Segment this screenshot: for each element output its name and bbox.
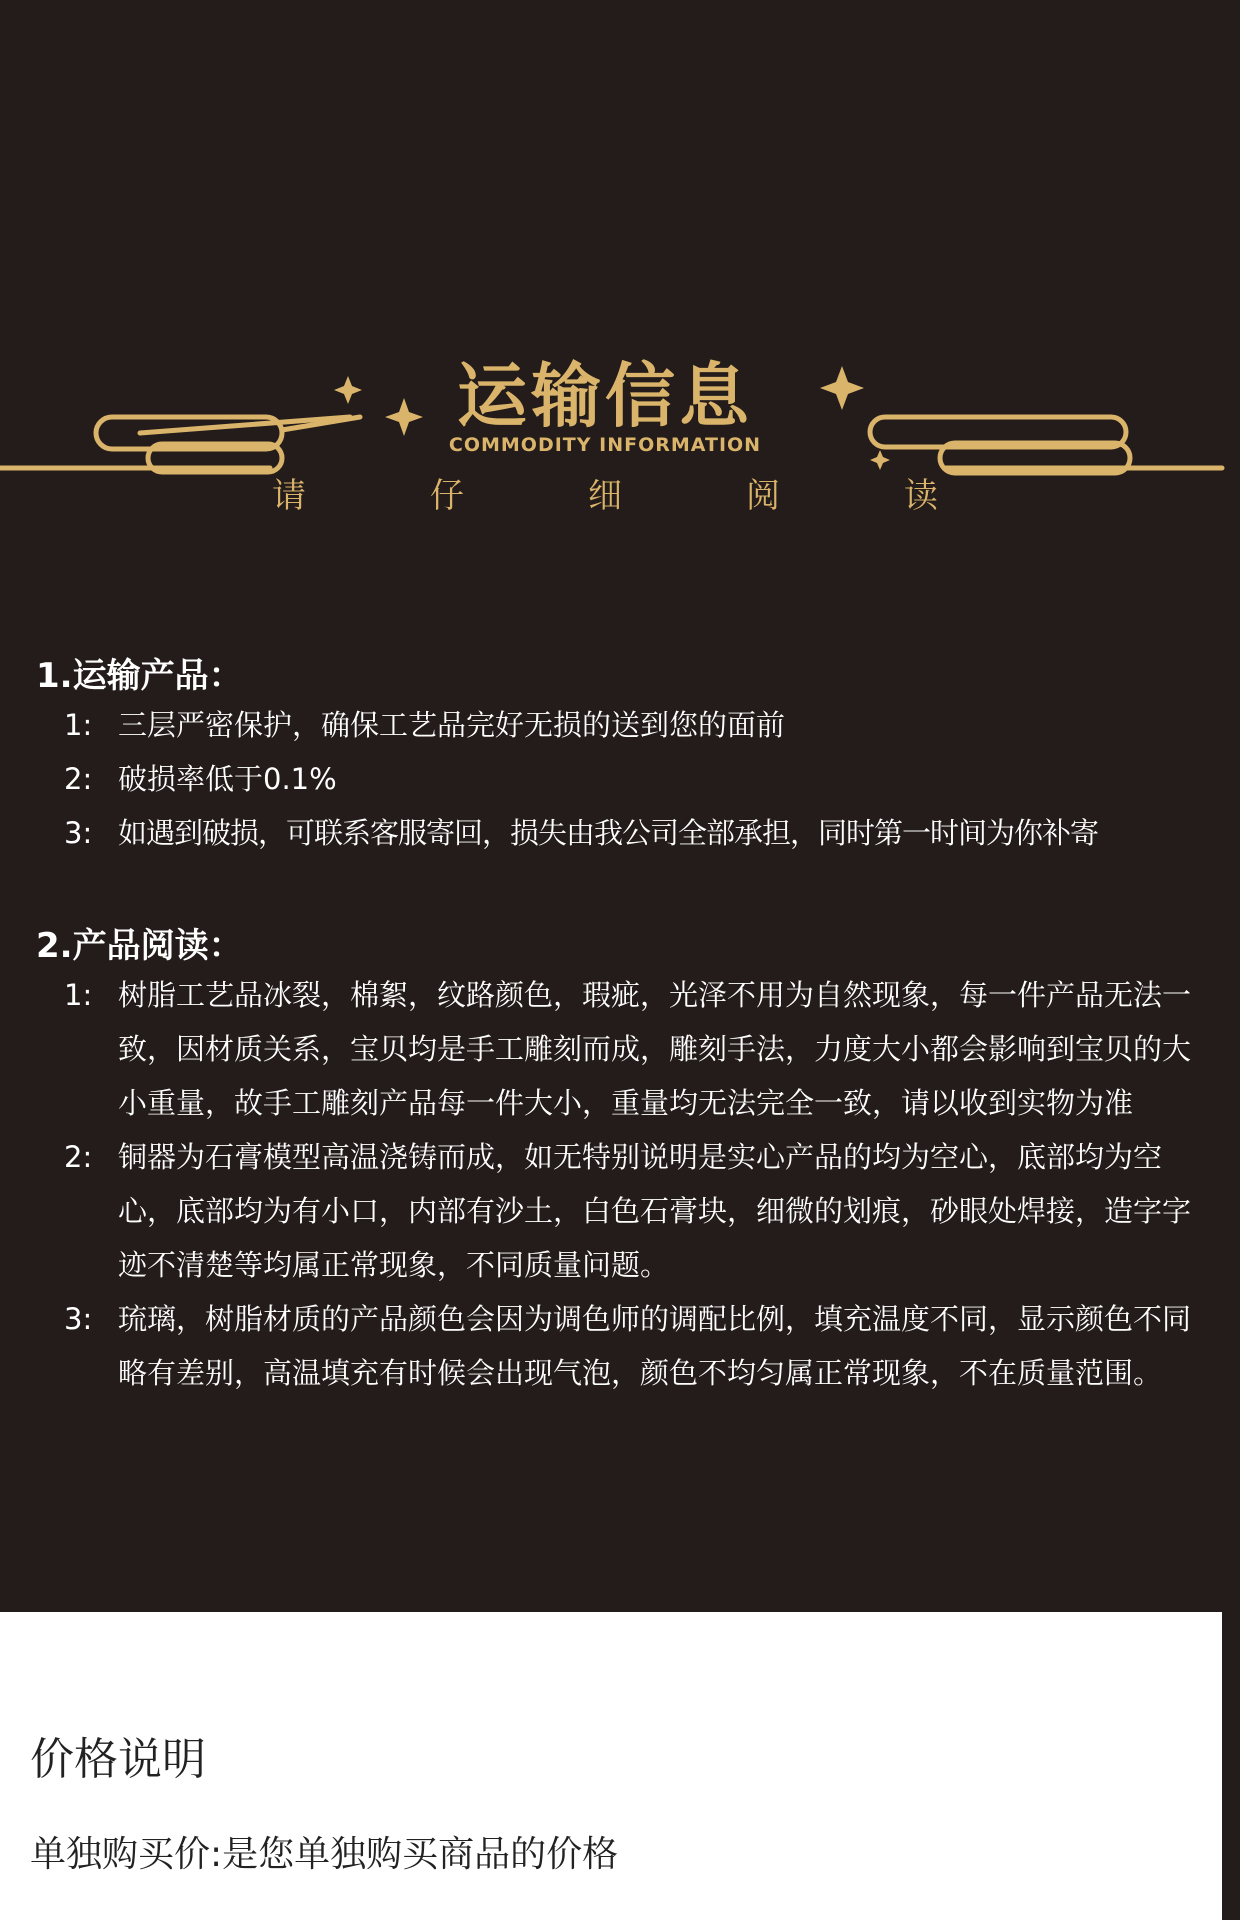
subtitle-read-carefully <box>0 468 1210 517</box>
subtitle-char: 细 <box>588 476 684 516</box>
subtitle-char: 读 <box>904 476 1000 516</box>
item-text: 如遇到破损，可联系客服寄回，损失由我公司全部承担，同时第一时间为你补寄 <box>118 816 1099 850</box>
subtitle-char: 阅 <box>746 476 842 516</box>
section-heading-shipping: 1.运输产品： <box>36 656 243 696</box>
item-number: 3: <box>64 1302 93 1336</box>
item-number: 1: <box>64 708 93 742</box>
product-reading-list <box>64 968 1204 1400</box>
list-item <box>64 752 1224 806</box>
item-text: 破损率低于0.1% <box>118 762 337 796</box>
shipping-list <box>64 698 1224 860</box>
item-number: 3: <box>64 816 93 850</box>
item-text: 琉璃，树脂材质的产品颜色会因为调色师的调配比例，填充温度不同，显示颜色不同略有差别，高温填充有时候会出现气泡，颜色不均匀属正常现象，不在质量范围。 <box>118 1302 1192 1390</box>
list-item <box>64 968 1204 1130</box>
subtitle-char: 请 <box>272 476 368 516</box>
page-title: 运输信息 <box>457 355 753 437</box>
item-text: 树脂工艺品冰裂，棉絮，纹路颜色，瑕疵，光泽不用为自然现象，每一件产品无法一致，因材质关系，宝贝均是手工雕刻而成，雕刻手法，力度大小都会影响到宝贝的大小重量，故手工雕刻产品每一件大小，重量均无法完全一致，请以收到实物为准 <box>118 978 1192 1120</box>
item-text: 铜器为石膏模型高温浇铸而成，如无特别说明是实心产品的均为空心，底部均为空心，底部均为有小口，内部有沙土，白色石膏块，细微的划痕，砂眼处焊接，造字字迹不清楚等均属正常现象，不同质量问题。 <box>118 1140 1192 1282</box>
section-heading-product-reading: 2.产品阅读： <box>36 926 243 966</box>
item-text: 三层严密保护，确保工艺品完好无损的送到您的面前 <box>118 708 786 742</box>
list-item <box>64 806 1224 860</box>
list-item <box>64 698 1224 752</box>
subtitle-char: 仔 <box>430 476 526 516</box>
price-section-title: 价格说明 <box>30 1734 206 1785</box>
item-number: 2: <box>64 1140 93 1174</box>
price-description-line: 单独购买价:是您单独购买商品的价格 <box>30 1834 619 1875</box>
item-number: 1: <box>64 978 93 1012</box>
list-item <box>64 1292 1204 1400</box>
item-number: 2: <box>64 762 93 796</box>
page-title-english: COMMODITY INFORMATION <box>448 434 762 456</box>
right-edge-strip <box>1222 1612 1240 1920</box>
list-item <box>64 1130 1204 1292</box>
